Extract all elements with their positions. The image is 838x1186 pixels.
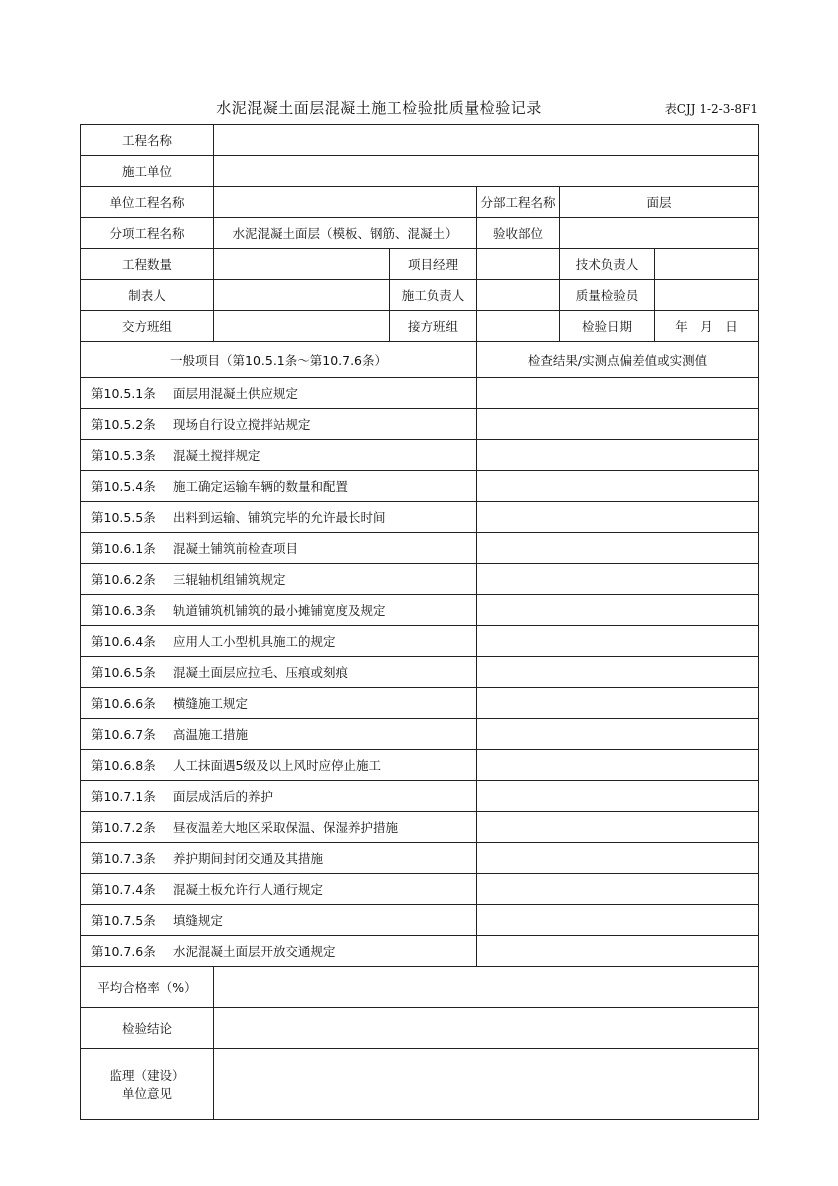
item-description: [81, 409, 477, 440]
item-result-field[interactable]: [477, 905, 759, 936]
form-number: 表CJJ 1-2-3-8F1: [664, 102, 758, 116]
item-description: [81, 688, 477, 719]
item-text: 现场自行设立搅拌站规定: [173, 417, 311, 432]
item-text: 混凝土搅拌规定: [173, 448, 261, 463]
inspection-date-field[interactable]: 年 月 日: [655, 311, 759, 342]
table-row: [81, 626, 759, 657]
item-text: 面层用混凝土供应规定: [173, 386, 299, 401]
item-clause-number: 第10.5.5条: [91, 510, 156, 525]
item-clause-number: 第10.6.5条: [91, 665, 156, 680]
item-clause-number: 第10.5.2条: [91, 417, 156, 432]
item-description: [81, 936, 477, 967]
items-header-row: [81, 342, 759, 378]
quality-inspector-field[interactable]: [655, 280, 759, 311]
project-manager-label: 项目经理: [390, 249, 477, 280]
item-text: 混凝土面层应拉毛、压痕或刻痕: [173, 665, 349, 680]
item-result-field[interactable]: [477, 874, 759, 905]
construction-lead-field[interactable]: [477, 280, 560, 311]
sub-item-value[interactable]: 水泥混凝土面层（模板、钢筋、混凝土）: [214, 218, 477, 249]
item-clause-number: 第10.6.2条: [91, 572, 156, 587]
inspection-record-table: [80, 124, 759, 1120]
table-row: [81, 905, 759, 936]
item-clause-number: 第10.6.3条: [91, 603, 156, 618]
item-description: [81, 626, 477, 657]
item-clause-number: 第10.5.3条: [91, 448, 156, 463]
item-result-field[interactable]: [477, 626, 759, 657]
item-clause-number: 第10.6.7条: [91, 727, 156, 742]
result-header: 检查结果/实测点偏差值或实测值: [477, 342, 759, 378]
item-result-field[interactable]: [477, 471, 759, 502]
unit-project-row: [81, 187, 759, 218]
item-clause-number: 第10.7.6条: [91, 944, 156, 959]
construction-unit-row: [81, 156, 759, 187]
project-name-field[interactable]: [214, 125, 759, 156]
construction-unit-label: 施工单位: [81, 156, 214, 187]
general-items-header: 一般项目（第10.5.1条～第10.7.6条）: [81, 342, 477, 378]
item-result-field[interactable]: [477, 564, 759, 595]
item-result-field[interactable]: [477, 378, 759, 409]
item-description: [81, 533, 477, 564]
item-text: 横缝施工规定: [173, 696, 249, 711]
table-row: [81, 781, 759, 812]
item-description: [81, 781, 477, 812]
item-text: 养护期间封闭交通及其措施: [173, 851, 324, 866]
table-row: [81, 471, 759, 502]
item-text: 水泥混凝土面层开放交通规定: [173, 944, 336, 959]
conclusion-field[interactable]: [214, 1008, 759, 1049]
item-text: 人工抹面遇5级及以上风时应停止施工: [173, 758, 381, 773]
table-row: [81, 595, 759, 626]
item-clause-number: 第10.7.5条: [91, 913, 156, 928]
quantity-label: 工程数量: [81, 249, 214, 280]
tabulator-label: 制表人: [81, 280, 214, 311]
quality-inspector-label: 质量检验员: [560, 280, 655, 311]
item-result-field[interactable]: [477, 409, 759, 440]
item-result-field[interactable]: [477, 502, 759, 533]
item-description: [81, 440, 477, 471]
table-row: [81, 750, 759, 781]
item-text: 混凝土铺筑前检查项目: [173, 541, 299, 556]
item-description: [81, 378, 477, 409]
team-row: [81, 311, 759, 342]
pass-rate-field[interactable]: [214, 967, 759, 1008]
quantity-field[interactable]: [214, 249, 390, 280]
item-text: 面层成活后的养护: [173, 789, 274, 804]
item-description: [81, 874, 477, 905]
sub-item-label: 分项工程名称: [81, 218, 214, 249]
table-row: [81, 657, 759, 688]
item-text: 昼夜温差大地区采取保温、保湿养护措施: [173, 820, 399, 835]
supervision-label-line1: 监理（建设）: [109, 1068, 185, 1083]
table-row: [81, 378, 759, 409]
item-description: [81, 657, 477, 688]
table-row: [81, 502, 759, 533]
item-text: 填缝规定: [173, 913, 224, 928]
pass-rate-row: [81, 967, 759, 1008]
project-name-label: 工程名称: [81, 125, 214, 156]
table-row: [81, 719, 759, 750]
item-description: [81, 564, 477, 595]
table-row: [81, 936, 759, 967]
item-text: 轨道铺筑机铺筑的最小摊铺宽度及规定: [173, 603, 386, 618]
item-result-field[interactable]: [477, 688, 759, 719]
item-result-field[interactable]: [477, 440, 759, 471]
item-description: [81, 595, 477, 626]
item-result-field[interactable]: [477, 719, 759, 750]
item-text: 出料到运输、铺筑完毕的允许最长时间: [173, 510, 386, 525]
quantity-row: [81, 249, 759, 280]
supervision-label: [81, 1049, 214, 1120]
sub-item-row: [81, 218, 759, 249]
supervision-label-line2: 单位意见: [121, 1086, 172, 1101]
supervision-field[interactable]: [214, 1049, 759, 1120]
tabulator-row: [81, 280, 759, 311]
item-result-field[interactable]: [477, 936, 759, 967]
item-text: 混凝土板允许行人通行规定: [173, 882, 324, 897]
supervision-row: [81, 1049, 759, 1120]
item-description: [81, 905, 477, 936]
item-clause-number: 第10.6.4条: [91, 634, 156, 649]
construction-lead-label: 施工负责人: [390, 280, 477, 311]
table-row: [81, 409, 759, 440]
item-result-field[interactable]: [477, 781, 759, 812]
technical-lead-field[interactable]: [655, 249, 759, 280]
handover-team-label: 交方班组: [81, 311, 214, 342]
item-clause-number: 第10.6.8条: [91, 758, 156, 773]
item-clause-number: 第10.7.3条: [91, 851, 156, 866]
item-clause-number: 第10.6.1条: [91, 541, 156, 556]
acceptance-part-label: 验收部位: [477, 218, 560, 249]
table-row: [81, 688, 759, 719]
technical-lead-label: 技术负责人: [560, 249, 655, 280]
table-row: [81, 533, 759, 564]
project-manager-field[interactable]: [477, 249, 560, 280]
item-result-field[interactable]: [477, 812, 759, 843]
table-row: [81, 874, 759, 905]
item-result-field[interactable]: [477, 533, 759, 564]
unit-project-field[interactable]: [214, 187, 477, 218]
item-description: [81, 471, 477, 502]
pass-rate-label: 平均合格率（%）: [81, 967, 214, 1008]
item-result-field[interactable]: [477, 750, 759, 781]
item-description: [81, 719, 477, 750]
item-clause-number: 第10.7.2条: [91, 820, 156, 835]
item-result-field[interactable]: [477, 843, 759, 874]
item-clause-number: 第10.5.1条: [91, 386, 156, 401]
form-title: 水泥混凝土面层混凝土施工检验批质量检验记录: [216, 99, 542, 117]
item-text: 应用人工小型机具施工的规定: [173, 634, 336, 649]
item-text: 三辊轴机组铺筑规定: [173, 572, 286, 587]
project-name-row: [81, 125, 759, 156]
receiving-team-field[interactable]: [477, 311, 560, 342]
item-description: [81, 502, 477, 533]
receiving-team-label: 接方班组: [390, 311, 477, 342]
table-row: [81, 440, 759, 471]
item-description: [81, 750, 477, 781]
inspection-date-label: 检验日期: [560, 311, 655, 342]
table-row: [81, 812, 759, 843]
handover-team-field[interactable]: [214, 311, 390, 342]
item-result-field[interactable]: [477, 595, 759, 626]
conclusion-row: [81, 1008, 759, 1049]
item-clause-number: 第10.7.1条: [91, 789, 156, 804]
item-result-field[interactable]: [477, 657, 759, 688]
item-description: [81, 843, 477, 874]
unit-project-label: 单位工程名称: [81, 187, 214, 218]
acceptance-part-field[interactable]: [560, 218, 759, 249]
subdivision-value[interactable]: 面层: [560, 187, 759, 218]
conclusion-label: 检验结论: [81, 1008, 214, 1049]
subdivision-label: 分部工程名称: [477, 187, 560, 218]
item-clause-number: 第10.6.6条: [91, 696, 156, 711]
item-description: [81, 812, 477, 843]
construction-unit-field[interactable]: [214, 156, 759, 187]
item-text: 施工确定运输车辆的数量和配置: [173, 479, 349, 494]
item-clause-number: 第10.7.4条: [91, 882, 156, 897]
tabulator-field[interactable]: [214, 280, 390, 311]
table-row: [81, 564, 759, 595]
item-clause-number: 第10.5.4条: [91, 479, 156, 494]
table-row: [81, 843, 759, 874]
item-text: 高温施工措施: [173, 727, 249, 742]
